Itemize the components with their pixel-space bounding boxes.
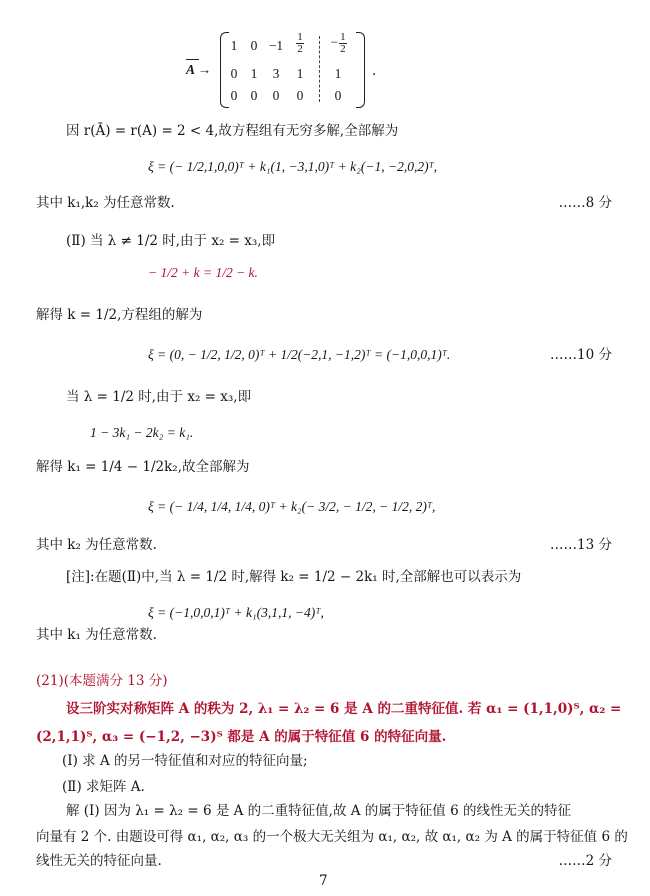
- matrix-label: A →: [186, 62, 211, 78]
- question-text: (2,1,1)ᵀ, α₃ = (−1,2, −3)ᵀ 都是 A 的属于特征值 6 的特征向量.: [36, 729, 447, 745]
- matrix-cell: 0: [250, 88, 258, 103]
- equation-line: ξ = (− 1/2,1,0,0)ᵀ + k₁(1, −3,1,0)ᵀ + k₂(−1, −2,0,2)ᵀ,: [148, 159, 438, 174]
- equation-line: ξ = (0, − 1/2, 1/2, 0)ᵀ + 1/2(−2,1, −1,2)ᵀ = (−1,0,0,1)ᵀ.: [148, 347, 451, 362]
- matrix-cell: 0: [334, 88, 342, 103]
- solution-line: 解得 k₁ = 1/4 − 1/2k₂,故全部解为: [36, 459, 250, 475]
- matrix-trailing: .: [372, 63, 377, 79]
- score-marker: ……10 分: [550, 347, 612, 363]
- question-part: (Ⅱ) 求矩阵 A.: [62, 779, 145, 795]
- solution-line: 其中 k₁,k₂ 为任意常数.: [36, 195, 175, 211]
- matrix-body: [186, 32, 371, 106]
- matrix-cell: −1: [268, 38, 284, 53]
- answer-line: 向量有 2 个. 由题设可得 α₁, α₂, α₃ 的一个极大无关组为 α₁, α₂, 故 α₁, α₂ 为 A 的属于特征值 6 的: [36, 829, 628, 845]
- page-number: 7: [319, 873, 328, 889]
- matrix-cell: $\frac{1}{2}$: [297, 31, 303, 55]
- matrix-cell: 0: [250, 38, 258, 53]
- score-marker: ……13 分: [550, 537, 612, 553]
- augment-separator: [319, 36, 320, 102]
- matrix-cell: 1: [296, 66, 304, 81]
- matrix-cell: 1: [230, 38, 238, 53]
- matrix-cell: 0: [272, 88, 280, 103]
- answer-line: 线性无关的特征向量.: [36, 853, 162, 869]
- matrix-cell: 0: [296, 88, 304, 103]
- answer-line: 解 (Ⅰ) 因为 λ₁ = λ₂ = 6 是 A 的二重特征值,故 A 的属于特征值 6 的线性无关的特征: [66, 803, 571, 819]
- matrix-cell: 1: [250, 66, 258, 81]
- matrix-cell: 1: [334, 66, 342, 81]
- solution-line: (Ⅱ) 当 λ ≠ 1/2 时,由于 x₂ = x₃,即: [66, 233, 276, 249]
- question-header: (21)(本题满分 13 分): [36, 673, 168, 689]
- question-text: 设三阶实对称矩阵 A 的秩为 2, λ₁ = λ₂ = 6 是 A 的二重特征值. 若 α₁ = (1,1,0)ᵀ, α₂ =: [66, 701, 622, 717]
- note-line: [注]:在题(Ⅱ)中,当 λ = 1/2 时,解得 k₂ = 1/2 − 2k₁ 时,全部解也可以表示为: [66, 569, 522, 585]
- solution-line: 当 λ = 1/2 时,由于 x₂ = x₃,即: [66, 389, 252, 405]
- matrix-cell: 3: [272, 66, 280, 81]
- solution-line: 其中 k₂ 为任意常数.: [36, 537, 157, 553]
- equation-line: − 1/2 + k = 1/2 − k.: [148, 265, 258, 280]
- question-part: (Ⅰ) 求 A 的另一特征值和对应的特征向量;: [62, 753, 308, 769]
- solution-line: 因 r(Ā) = r(A) = 2 < 4,故方程组有无穷多解,全部解为: [66, 123, 399, 139]
- equation-line: ξ = (−1,0,0,1)ᵀ + k₁(3,1,1, −4)ᵀ,: [148, 605, 324, 620]
- equation-line: 1 − 3k₁ − 2k₂ = k₁.: [90, 425, 194, 440]
- matrix-cell: − $\frac{1}{2}$: [330, 31, 346, 55]
- matrix-cell: 0: [230, 88, 238, 103]
- matrix-arrow: →: [197, 62, 212, 77]
- score-marker: ……8 分: [558, 195, 612, 211]
- solution-line: 其中 k₁ 为任意常数.: [36, 627, 157, 643]
- equation-line: ξ = (− 1/4, 1/4, 1/4, 0)ᵀ + k₂(− 3/2, − 1/2, − 1/2, 2)ᵀ,: [148, 499, 436, 514]
- matrix-cell: 0: [230, 66, 238, 81]
- solution-line: 解得 k = 1/2,方程组的解为: [36, 307, 203, 323]
- score-marker: ……2 分: [558, 853, 612, 869]
